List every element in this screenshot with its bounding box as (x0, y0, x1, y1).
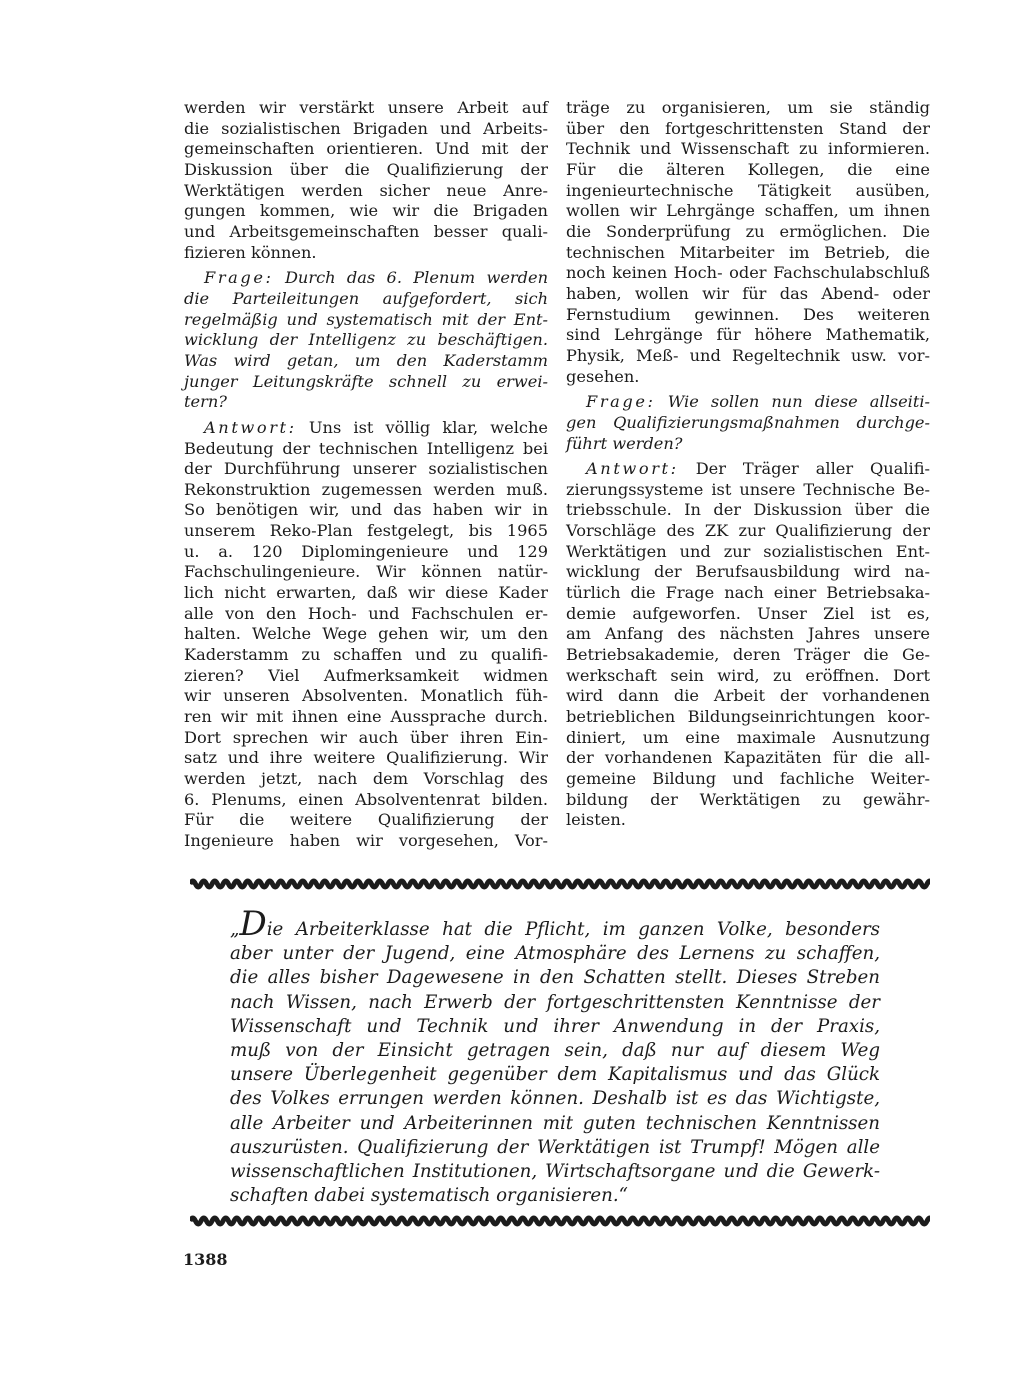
text-line: Werktätigen und zur sozialistischen Ent- (566, 541, 930, 561)
text-line: über den fortgeschrittensten Stand der (566, 118, 930, 138)
text-line (184, 418, 548, 439)
text-line: Werktätigen werden sicher neue Anre- (184, 180, 548, 200)
right-column (566, 98, 930, 831)
text-line: Für die weitere Qualifizierung der (184, 810, 548, 830)
text-line: zierungssysteme ist unsere Technische Be- (566, 479, 930, 499)
text-line: Ingenieure haben wir vorgesehen, Vor- (184, 830, 548, 850)
text-line: zieren? Viel Aufmerksamkeit widmen (184, 665, 548, 685)
text-line: Betriebsakademie, deren Träger die Ge- (566, 645, 930, 665)
text-line: Technik und Wissenschaft zu informieren. (566, 139, 930, 159)
text-line: werkschaft sein wird, zu eröffnen. Dort (566, 665, 930, 685)
left-column (184, 98, 548, 852)
text-line: der vorhandenen Kapazitäten für die all- (566, 748, 930, 768)
text-line: haben, wollen wir für das Abend- oder (566, 283, 930, 303)
text-line: türlich die Frage nach einer Betriebsaka- (566, 583, 930, 603)
text-span: Uns ist völlig klar, welche (308, 417, 548, 437)
text-line: Was wird getan, um den Kaderstamm (184, 350, 548, 370)
question-label: Frage: (204, 268, 274, 288)
quote-line: schaften dabei systematisch organisieren.“ (230, 1185, 628, 1207)
quote-line: Wissenschaft und Technik und ihrer Anwendung in der Praxis, (230, 1015, 880, 1037)
quote-line: aber unter der Jugend, eine Atmosphäre des Lernens zu schaffen, (230, 943, 880, 965)
text-span: Durch das 6. Plenum werden (284, 268, 548, 288)
text-span: Der Träger aller Qualifi- (695, 459, 930, 479)
text-line: die sozialistischen Brigaden und Arbeits- (184, 118, 548, 138)
answer-label: Antwort: (586, 459, 679, 479)
text-line: bildung der Werktätigen zu gewähr- (566, 789, 930, 809)
ornamental-rule-top (190, 876, 930, 892)
text-line: halten. Welche Wege gehen wir, um den (184, 624, 548, 644)
text-line: regelmäßig und systematisch mit der Ent- (184, 309, 548, 329)
text-line: leisten. (566, 810, 626, 830)
text-line: sind Lehrgänge für höhere Mathematik, (566, 325, 930, 345)
text-line: am Anfang des nächsten Jahres unsere (566, 624, 930, 644)
text-line: werden jetzt, nach dem Vorschlag des (184, 769, 548, 788)
quote-line: des Volkes errungen werden können. Deshalb ist es das Wichtigste, (230, 1088, 880, 1110)
answer-label: Antwort: (204, 417, 297, 437)
text-line: gen Qualifizierungsmaßnahmen durchge- (566, 412, 930, 432)
text-line: demie aufgeworfen. Unser Ziel ist es, (566, 603, 930, 623)
ornamental-rule-bottom (190, 1213, 930, 1229)
text-line: junger Leitungskräfte schnell zu erwei- (184, 371, 548, 391)
text-line: betrieblichen Bildungseinrichtungen koor- (566, 707, 930, 727)
text-line: Physik, Meß- und Regeltechnik usw. vor- (566, 345, 930, 365)
text-line: wird dann die Arbeit der vorhandenen (566, 686, 930, 706)
quote-line: die alles bisher Dagewesene in den Schatten stellt. Dieses Streben (230, 967, 880, 989)
text-line: unserem Reko-Plan festgelegt, bis 1965 (184, 521, 548, 541)
text-line: Diskussion über die Qualifizierung der (184, 159, 548, 179)
text-line: Vorschläge des ZK zur Qualifizierung der (566, 521, 930, 541)
text-line: satz und ihre weitere Qualifizierung. Wir (184, 748, 548, 768)
quote-line: wissenschaftlichen Institutionen, Wirtschaftsorgane und die Gewerk- (230, 1161, 880, 1183)
text-span: Wie sollen nun diese allseiti- (667, 392, 930, 412)
text-line: wollen wir Lehrgänge schaffen, um ihnen (566, 201, 930, 221)
question-1 (184, 268, 548, 413)
question-label: Frage: (586, 392, 656, 412)
text-line: ren wir mit ihnen eine Aussprache durch. (184, 707, 548, 727)
text-line: und Arbeitsgemeinschaften besser quali- (184, 221, 548, 241)
quote-line: alle Arbeiter und Arbeiterinnen mit guten technischen Kenntnissen (230, 1112, 880, 1134)
text-line: Rekonstruktion zugemessen werden muß. (184, 479, 548, 499)
text-line: gesehen. (566, 366, 640, 386)
wave-line (190, 881, 930, 887)
text-line: träge zu organisieren, um sie ständig (566, 98, 930, 117)
answer-1 (184, 418, 548, 852)
text-line: Für die älteren Kollegen, die eine (566, 159, 930, 179)
text-line: triebsschule. In der Diskussion über die (566, 500, 930, 520)
wave-line (190, 1218, 930, 1224)
text-line: 6. Plenums, einen Absolventenrat bilden. (184, 789, 548, 809)
continued-paragraph (566, 98, 930, 387)
text-line: noch keinen Hoch- oder Fachschulabschluß (566, 263, 930, 283)
text-line: Fernstudium gewinnen. Des weiteren (566, 304, 930, 324)
text-line: gungen kommen, wie wir die Brigaden (184, 201, 548, 221)
text-line: die Sonderprüfung zu ermöglichen. Die (566, 221, 930, 241)
quote-dropcap: D (239, 904, 267, 944)
text-line: führt werden? (566, 433, 683, 453)
answer-2 (566, 459, 930, 831)
text-line: Fachschulingenieure. Wir können natür- (184, 562, 548, 582)
text-line (184, 268, 548, 289)
text-line: Dort sprechen wir auch über ihren Ein- (184, 727, 548, 747)
quote-line: nach Wissen, nach Erwerb der fortgeschrittensten Kenntnisse der (230, 991, 880, 1013)
text-line: alle von den Hoch- und Fachschulen er- (184, 603, 548, 623)
quote-line: unsere Überlegenheit gegenüber dem Kapitalismus und das Glück (230, 1064, 880, 1086)
text-span: ie Arbeiterklasse hat die Pflicht, im ganzen Volke, besonders (266, 919, 880, 940)
intro-paragraph (184, 98, 548, 263)
text-line: der Durchführung unserer sozialistischen (184, 459, 548, 479)
text-line: diniert, um eine maximale Ausnutzung (566, 727, 930, 747)
text-line: wicklung der Intelligenz zu beschäftigen. (184, 330, 548, 350)
quote-line: auszurüsten. Qualifizierung der Werktätigen ist Trumpf! Mögen alle (230, 1136, 880, 1158)
pull-quote (230, 904, 880, 1208)
text-line: wicklung der Berufsausbildung wird na- (566, 562, 930, 582)
text-line: gemeine Bildung und fachliche Weiter- (566, 769, 930, 788)
text-line: werden wir verstärkt unsere Arbeit auf (184, 98, 548, 117)
page-number: 1388 (183, 1250, 228, 1269)
text-line: ingenieurtechnische Tätigkeit ausüben, (566, 180, 930, 200)
text-line: tern? (184, 392, 227, 412)
text-line (566, 392, 930, 413)
quote-line: muß von der Einsicht getragen sein, daß nur auf diesem Weg (230, 1040, 880, 1062)
text-line: gemeinschaften orientieren. Und mit der (184, 139, 548, 159)
text-line: Kaderstamm zu schaffen und zu qualifi- (184, 645, 548, 665)
text-line: So benötigen wir, und das haben wir in (184, 500, 548, 520)
text-line: wir unseren Absolventen. Monatlich füh- (184, 686, 548, 706)
quote-line (230, 904, 880, 944)
text-line: lich nicht erwarten, daß wir diese Kader (184, 583, 548, 603)
text-line: technischen Mitarbeiter im Betrieb, die (566, 242, 930, 262)
text-line: fizieren können. (184, 242, 317, 262)
open-quote-mark: „ (230, 919, 240, 940)
text-line: Bedeutung der technischen Intelligenz bei (184, 438, 548, 458)
text-line: u. a. 120 Diplomingenieure und 129 (184, 541, 548, 561)
text-line: die Parteileitungen aufgefordert, sich (184, 288, 548, 308)
question-2 (566, 392, 930, 454)
text-line (566, 459, 930, 480)
